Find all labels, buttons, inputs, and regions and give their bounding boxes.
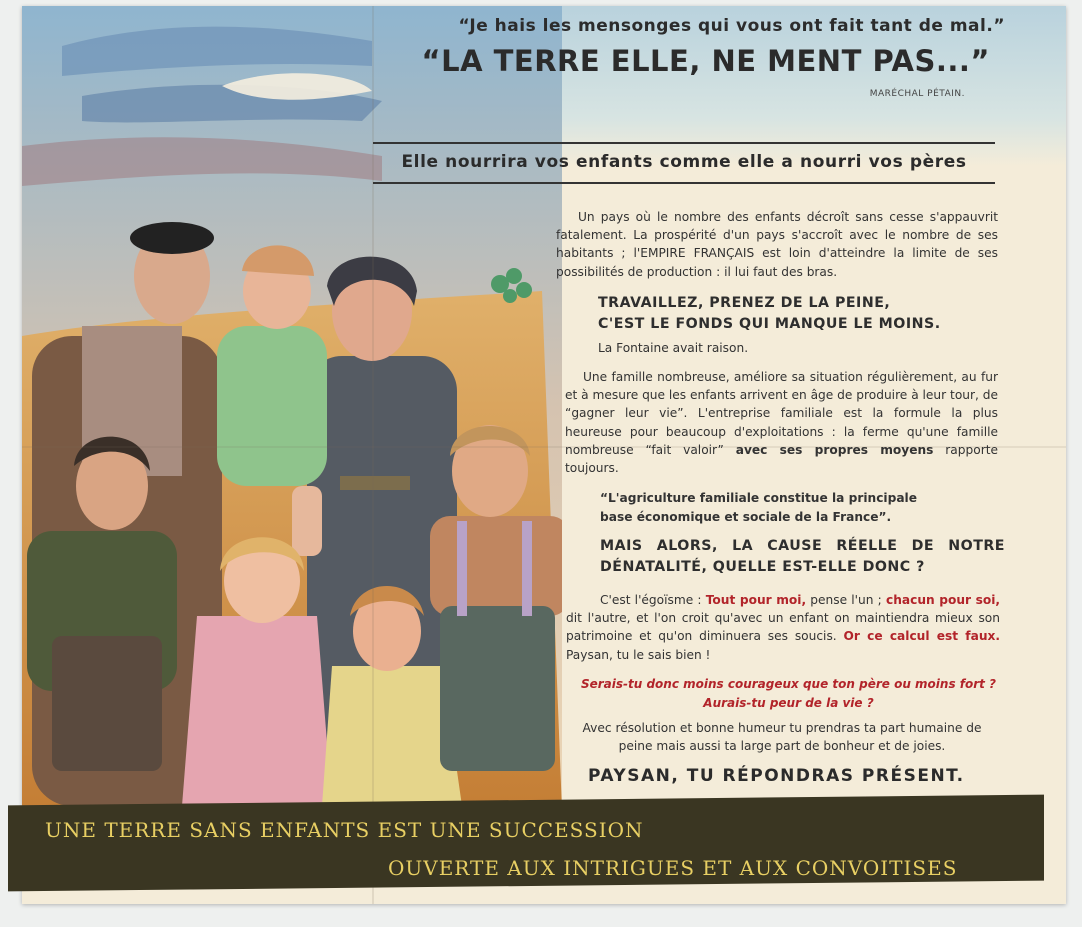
paper-fold: [372, 6, 374, 904]
emphasis-red: Tout pour moi,: [705, 593, 807, 607]
fontaine-line: La Fontaine avait raison.: [598, 341, 749, 355]
paragraph-2-text-a: Une famille nombreuse, améliore sa situation régulièrement, au fur et à mesure que les enfants arrivent en âge de produire à leur tour, de “gagner leur vie”. L'entreprise familiale est la formule la plus heureuse pour beaucoup d'exploitations : la ferme qu'une famille nombreuse “fait valoir”: [565, 370, 998, 457]
paragraph-3-text-c: dit l'autre, et l'on croit qu'avec un enfant on maintiendra mieux son patrimoine et qu'on diminuera ses soucis.: [566, 611, 1000, 644]
agriculture-quote-line2: base économique et sociale de la France”.: [600, 510, 892, 524]
caps-quote-1-line1: TRAVAILLEZ, PRENEZ DE LA PEINE,: [598, 295, 891, 311]
question-1: Serais-tu donc moins courageux que ton père ou moins fort ?: [580, 677, 997, 691]
attribution: MARÉCHAL PÉTAIN.: [869, 89, 965, 99]
paragraph-3-text-a: C'est l'égoïsme :: [600, 593, 702, 607]
paragraph-4: Avec résolution et bonne humeur tu prendras ta part humaine de peine mais aussi ta large part de bonheur et de joies.: [582, 721, 982, 754]
paragraph-1: Un pays où le nombre des enfants décroît sans cesse s'appauvrit fatalement. La prospérité d'un pays s'accroît avec le nombre de ses habitants ; l'EMPIRE FRANÇAIS est loin d'atteindre la limite de ses possibilités de production : il lui faut des bras.: [556, 210, 998, 279]
caps-quote-1-line2: C'EST LE FONDS QUI MANQUE LE MOINS.: [598, 316, 941, 332]
caps-question: MAIS ALORS, LA CAUSE RÉELLE DE NOTRE DÉNATALITÉ, QUELLE EST-ELLE DONC ?: [600, 538, 1005, 575]
banner-line-2: OUVERTE AUX INTRIGUES ET AUX CONVOITISES: [388, 856, 958, 880]
paragraph-2: [565, 368, 998, 477]
agriculture-quote: [600, 489, 960, 527]
family-illustration: [22, 6, 562, 811]
banner-line-1: UNE TERRE SANS ENFANTS EST UNE SUCCESSION: [45, 818, 644, 842]
emphasis-red: Or ce calcul est faux.: [843, 629, 1001, 644]
paragraph-2-bold: avec ses propres moyens: [735, 442, 934, 457]
emphasis-red: chacun pour soi,: [885, 593, 1001, 607]
question-2: Aurais-tu peur de la vie ?: [703, 696, 874, 710]
closing-line: PAYSAN, TU RÉPONDRAS PRÉSENT.: [588, 766, 965, 786]
paragraph-3: [566, 591, 1000, 664]
paragraph-2-text-b: rapporte toujours.: [565, 442, 998, 476]
agriculture-quote-line1: “L'agriculture familiale constitue la principale: [600, 491, 917, 505]
questions-block: [576, 675, 1001, 713]
headline-quote: “LA TERRE ELLE, NE MENT PAS...”: [421, 44, 990, 78]
subheading: Elle nourrira vos enfants comme elle a nourri vos pères: [373, 142, 995, 184]
quote-line-1: “Je hais les mensonges qui vous ont fait tant de mal.”: [458, 16, 1005, 36]
caps-quote-1: [598, 293, 941, 335]
paragraph-3-text-b: pense l'un ;: [810, 593, 882, 607]
paragraph-3-text-d: Paysan, tu le sais bien !: [566, 647, 711, 662]
